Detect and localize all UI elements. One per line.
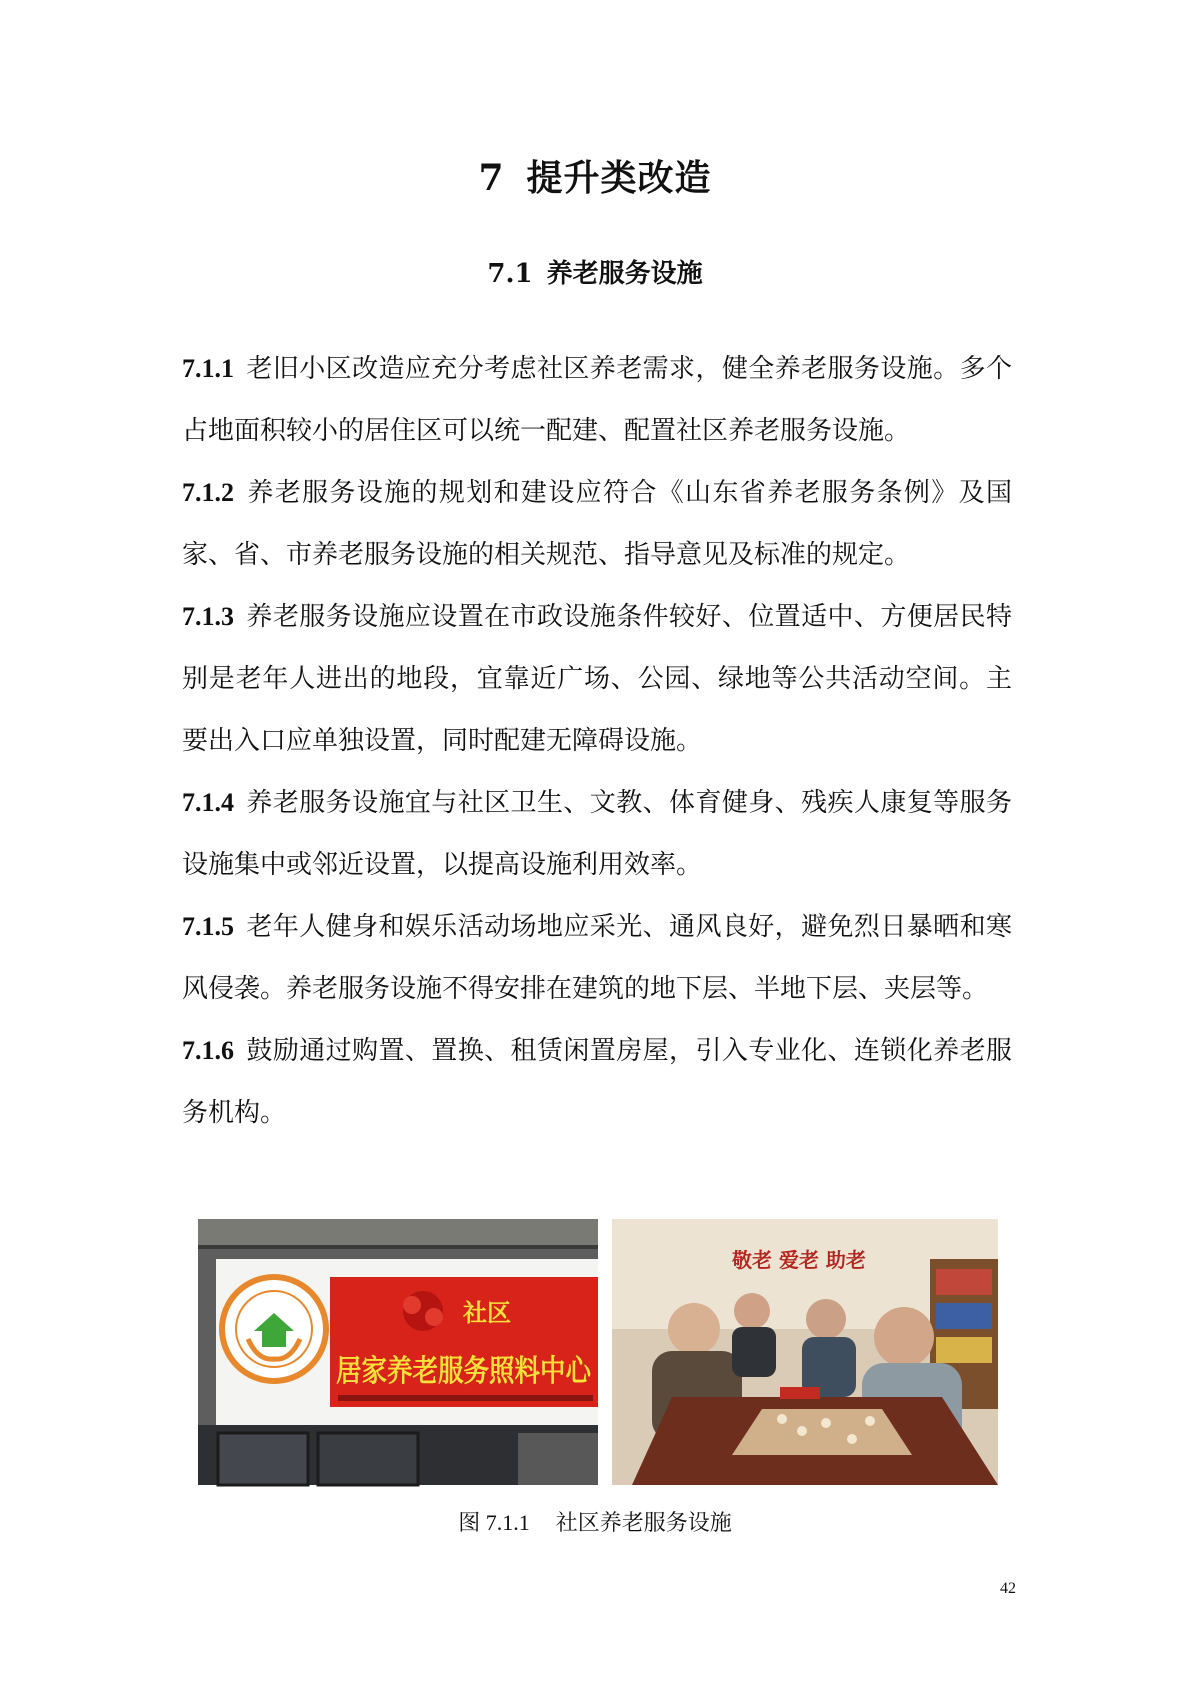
clause-text: 养老服务设施应设置在市政设施条件较好、位置适中、方便居民特别是老年人进出的地段，宜靠近广场、公园、绿地等公共活动空间。主要出入口应单独设置，同时配建无障碍设施。 bbox=[182, 602, 1012, 756]
clause bbox=[182, 772, 1012, 896]
figure-number: 图 7.1.1 bbox=[458, 1510, 530, 1535]
page-number: 42 bbox=[1000, 1580, 1016, 1597]
sign-main-text: 居家养老服务照料中心 bbox=[336, 1354, 592, 1389]
clause-text: 老旧小区改造应充分考虑社区养老需求，健全养老服务设施。多个占地面积较小的居住区可以统一配建、配置社区养老服务设施。 bbox=[182, 354, 1012, 446]
wall-slogan: 敬老 爱老 助老 bbox=[732, 1248, 866, 1272]
clause bbox=[182, 462, 1012, 586]
clause-text: 鼓励通过购置、置换、租赁闲置房屋，引入专业化、连锁化养老服务机构。 bbox=[182, 1036, 1012, 1128]
clause bbox=[182, 896, 1012, 1020]
clause-list bbox=[182, 338, 1012, 1144]
clause-number: 7.1.2 bbox=[182, 478, 234, 507]
clause-text: 养老服务设施的规划和建设应符合《山东省养老服务条例》及国家、省、市养老服务设施的相关规范、指导意见及标准的规定。 bbox=[182, 478, 1012, 570]
clause-number: 7.1.3 bbox=[182, 602, 234, 631]
section-title: 养老服务设施 bbox=[546, 259, 703, 289]
clause-number: 7.1.5 bbox=[182, 912, 234, 941]
clause-number: 7.1.4 bbox=[182, 788, 234, 817]
figure-caption bbox=[0, 1506, 1190, 1537]
clause bbox=[182, 586, 1012, 772]
photo-elderly-chess bbox=[612, 1219, 998, 1485]
elderly-chess-illustration bbox=[612, 1219, 998, 1485]
photo-care-center-sign bbox=[198, 1219, 598, 1485]
chapter-heading bbox=[0, 150, 1190, 201]
clause-number: 7.1.6 bbox=[182, 1036, 234, 1065]
chess-board bbox=[732, 1409, 912, 1455]
chapter-number: 7 bbox=[478, 157, 505, 199]
sign-top-text: 社区 bbox=[463, 1299, 511, 1327]
clause-text: 老年人健身和娱乐活动场地应采光、通风良好，避免烈日暴晒和寒风侵袭。养老服务设施不得安排在建筑的地下层、半地下层、夹层等。 bbox=[182, 912, 1012, 1004]
chapter-title: 提升类改造 bbox=[526, 157, 712, 199]
clause-number: 7.1.1 bbox=[182, 354, 234, 383]
clause-text: 养老服务设施宜与社区卫生、文教、体育健身、残疾人康复等服务设施集中或邻近设置，以提高设施利用效率。 bbox=[182, 788, 1012, 880]
clause bbox=[182, 338, 1012, 462]
section-number: 7.1 bbox=[487, 259, 533, 289]
section-heading bbox=[0, 253, 1190, 290]
figure-title: 社区养老服务设施 bbox=[555, 1511, 732, 1536]
figure bbox=[198, 1219, 998, 1485]
clause bbox=[182, 1020, 1012, 1144]
care-center-sign-illustration bbox=[198, 1219, 598, 1485]
